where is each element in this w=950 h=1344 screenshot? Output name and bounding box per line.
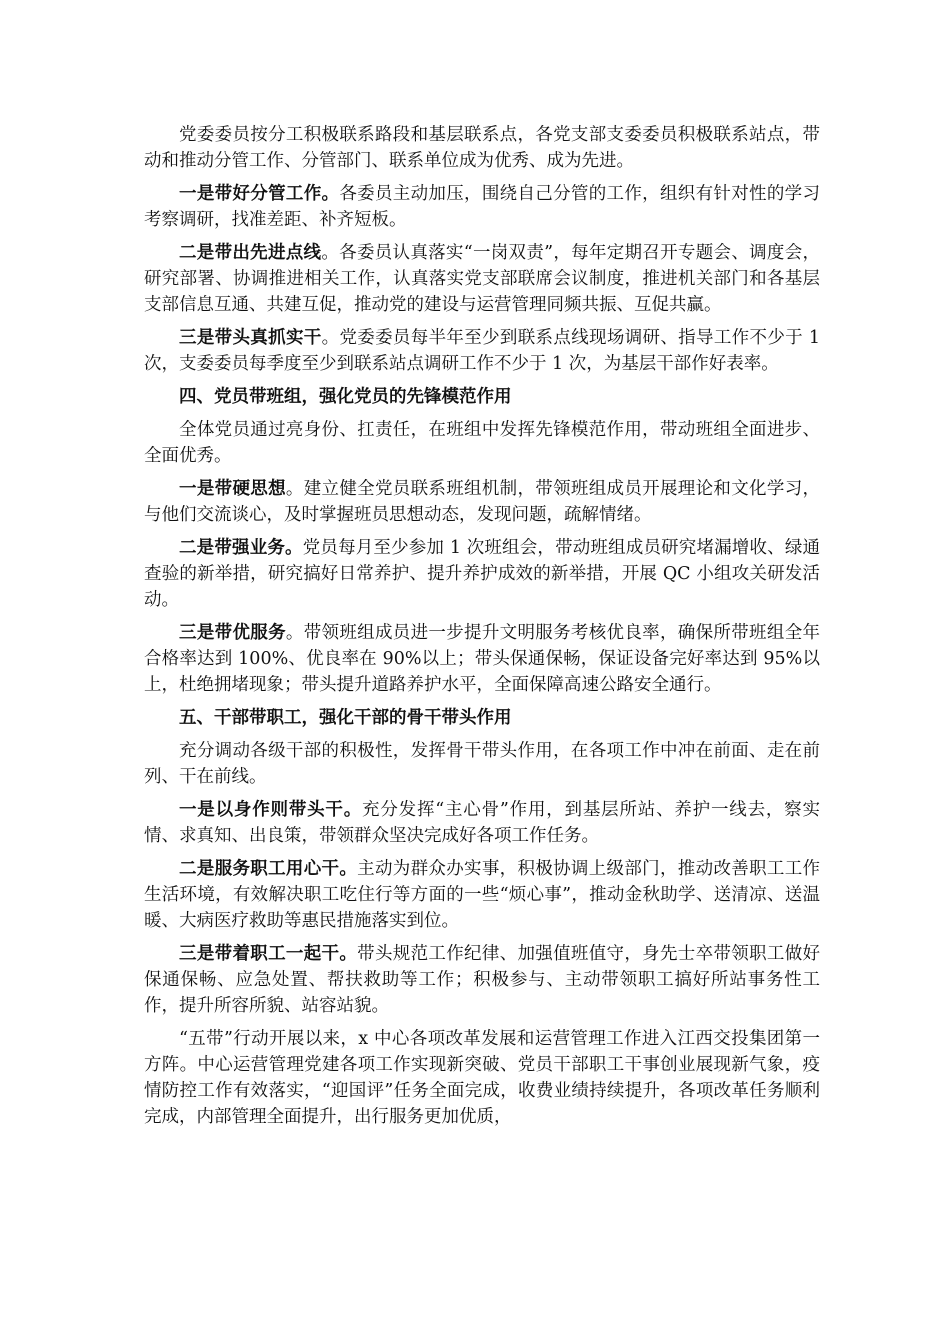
paragraph-text: 。各委员认真落实“一岗双责”，每年定期召开专题会、调度会，研究部署、协调推进相关工作，认真落实党支部联席会议制度，推进机关部门和各基层支部信息互通、共建互促，推动党的建设与运营管理同频共振、互促共赢。 <box>144 243 820 315</box>
paragraph <box>144 620 820 698</box>
paragraph-lead: 三是带头真抓实干 <box>179 328 322 348</box>
paragraph <box>144 240 820 318</box>
paragraph-lead: 三是带着职工一起干。 <box>179 944 358 964</box>
paragraph-lead: 二是服务职工用心干。 <box>179 859 358 879</box>
paragraph-text: 党员每月至少参加 1 次班组会，带动班组成员研究堵漏增收、绿通查验的新举措，研究搞好日常养护、提升养护成效的新举措，开展 QC 小组攻关研发活动。 <box>144 538 820 610</box>
paragraph-lead: 一是以身作则带头干。 <box>179 800 363 820</box>
paragraph <box>144 1026 820 1130</box>
paragraph-lead: 二是带出先进点线 <box>179 243 322 263</box>
paragraph <box>144 325 820 377</box>
paragraph-text: 带头规范工作纪律、加强值班值守，身先士卒带领职工做好保通保畅、应急处置、帮扶救助等工作；积极参与、主动带领职工搞好所站事务性工作，提升所容所貌、站容站貌。 <box>144 944 821 1016</box>
paragraph <box>144 535 820 613</box>
paragraph-text: 。带领班组成员进一步提升文明服务考核优良率，确保所带班组全年合格率达到 100%、优良率在 90%以上；带头保通保畅，保证设备完好率达到 95%以上，杜绝拥堵现象；带头提升道路养护水平，全面保障高速公路安全通行。 <box>144 623 821 695</box>
paragraph-text: 。建立健全党员联系班组机制，带领班组成员开展理论和文化学习，与他们交流谈心，及时掌握班员思想动态，发现问题，疏解情绪。 <box>144 479 821 525</box>
paragraph <box>144 856 820 934</box>
paragraph-text: 党委委员按分工积极联系路段和基层联系点，各党支部支委委员积极联系站点，带动和推动分管工作、分管部门、联系单位成为优秀、成为先进。 <box>144 125 820 171</box>
paragraph-lead: 二是带强业务。 <box>179 538 303 558</box>
paragraph-text: 主动为群众办实事，积极协调上级部门，推动改善职工工作生活环境，有效解决职工吃住行等方面的一些“烦心事”，推动金秋助学、送清凉、送温暖、大病医疗救助等惠民措施落实到位。 <box>144 859 821 931</box>
paragraph <box>144 122 820 174</box>
paragraph <box>144 417 820 469</box>
paragraph-text: 全体党员通过亮身份、扛责任，在班组中发挥先锋模范作用，带动班组全面进步、全面优秀。 <box>144 420 820 466</box>
document-body <box>144 122 820 1137</box>
paragraph-text: 充分发挥“主心骨”作用，到基层所站、养护一线去，察实情、求真知、出良策，带领群众坚决完成好各项工作任务。 <box>144 800 820 846</box>
paragraph-text: 各委员主动加压，围绕自己分管的工作，组织有针对性的学习考察调研，找准差距、补齐短板。 <box>144 184 820 230</box>
paragraph <box>144 181 820 233</box>
paragraph-text: 充分调动各级干部的积极性，发挥骨干带头作用，在各项工作中冲在前面、走在前列、干在前线。 <box>144 741 820 787</box>
paragraph-lead: 三是带优服务 <box>179 623 286 643</box>
paragraph-text: “五带”行动开展以来，x 中心各项改革发展和运营管理工作进入江西交投集团第一方阵。中心运营管理党建各项工作实现新突破、党员干部职工干事创业展现新气象，疫情防控工作有效落实，“迎国评”任务全面完成，收费业绩持续提升，各项改革任务顺利完成，内部管理全面提升，出行服务更加优质， <box>144 1029 820 1127</box>
paragraph <box>144 797 820 849</box>
paragraph <box>144 738 820 790</box>
section-heading: 四、党员带班组，强化党员的先锋模范作用 <box>179 387 512 407</box>
paragraph-lead: 一是带好分管工作。 <box>179 184 340 204</box>
paragraph-text: 。党委委员每半年至少到联系点线现场调研、指导工作不少于 1 次，支委委员每季度至少到联系站点调研工作不少于 1 次，为基层干部作好表率。 <box>144 328 820 374</box>
paragraph <box>144 941 820 1019</box>
section-heading: 五、干部带职工，强化干部的骨干带头作用 <box>179 708 512 728</box>
paragraph <box>144 476 820 528</box>
paragraph-lead: 一是带硬思想 <box>179 479 286 499</box>
